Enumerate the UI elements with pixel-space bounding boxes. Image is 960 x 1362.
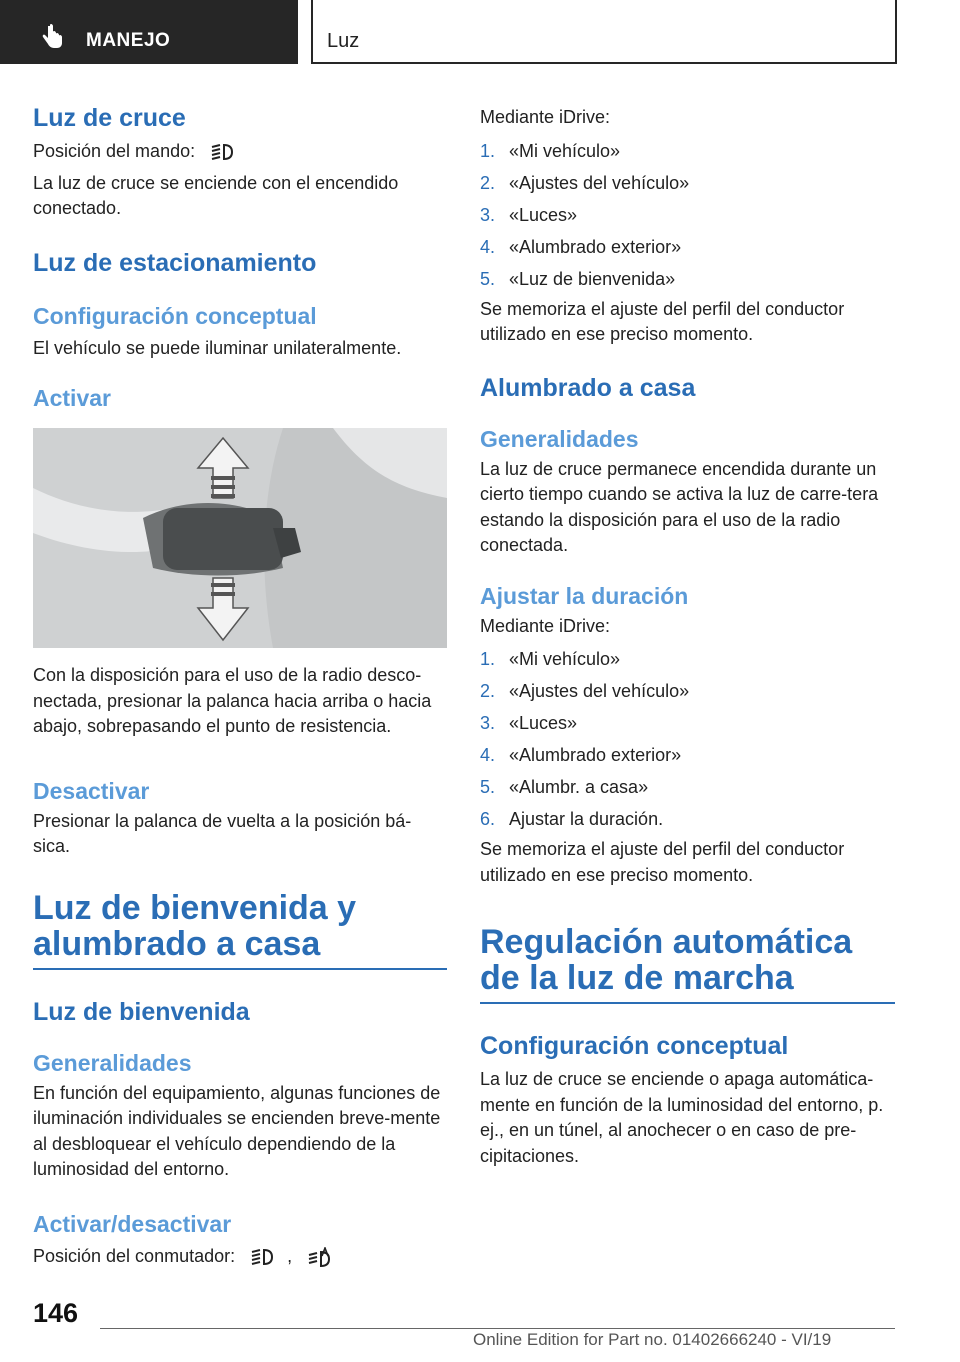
list-item: 4. «Alumbrado exterior» <box>480 236 682 257</box>
desactivar-paragraph: Presionar la palanca de vuelta a la posición bá-sica. <box>33 810 412 856</box>
section-tab <box>0 0 298 64</box>
list-item: 6. Ajustar la duración. <box>480 809 664 829</box>
heading-desactivar: Desactivar <box>33 777 150 804</box>
comma-separator: , <box>287 1245 293 1266</box>
heading-luz-cruce: Luz de cruce <box>33 104 186 132</box>
heading-alumbrado-casa: Alumbrado a casa <box>480 373 696 402</box>
list-item: 4. «Alumbrado exterior» <box>480 745 682 765</box>
cruce-paragraph: La luz de cruce se enciende con el encendido conectado. <box>33 172 399 218</box>
idrive-list-2 <box>480 643 895 835</box>
config-paragraph: El vehículo se puede iluminar unilateralmente. <box>33 337 402 358</box>
low-beam-icon <box>250 1248 274 1266</box>
chapter-header <box>311 0 897 64</box>
list-item: 3. «Luces» <box>480 204 578 225</box>
list-item: 5. «Alumbr. a casa» <box>480 777 649 797</box>
heading-configuracion-right: Configuración conceptual <box>480 1032 789 1060</box>
heading-configuracion: Configuración conceptual <box>33 302 317 329</box>
generalidades-paragraph-right: La luz de cruce permanece encendida durante un cierto tiempo cuando se activa la luz de carre-tera estando la disposición para el uso de la radio conectada. <box>480 458 879 555</box>
page-number: 146 <box>33 1298 79 1328</box>
heading-activar-desactivar: Activar/desactivar <box>33 1210 232 1237</box>
list-item: 3. «Luces» <box>480 713 578 733</box>
right-column <box>480 98 895 1169</box>
idrive-list-1 <box>480 135 895 295</box>
conmutador-label: Posición del conmutador: <box>33 1245 236 1266</box>
chapter-title: Luz <box>327 30 360 52</box>
heading-luz-bienvenida: Luz de bienvenida <box>33 997 250 1026</box>
left-column <box>33 98 447 1269</box>
activar-paragraph: Con la disposición para el uso de la radio desco-nectada, presionar la palanca hacia arriba o hacia abajo, sobrepasando el punto de resistencia. <box>33 665 432 736</box>
memoriza-paragraph-1: Se memoriza el ajuste del perfil del conductor utilizado en ese preciso momento. <box>480 298 845 344</box>
list-item: 1. «Mi vehículo» <box>480 649 621 669</box>
heading-generalidades-left: Generalidades <box>33 1049 192 1076</box>
idrive-label-2: Mediante iDrive: <box>480 615 611 636</box>
conmutador-text <box>33 1244 447 1270</box>
stalk-illustration <box>33 428 447 648</box>
list-item: 5. «Luz de bienvenida» <box>480 268 676 289</box>
heading-activar: Activar <box>33 385 111 411</box>
edition-note: Online Edition for Part no. 01402666240 - VI/19 <box>473 1330 832 1349</box>
hand-pointer-icon <box>40 24 66 50</box>
auto-light-icon <box>307 1247 333 1267</box>
heading-luz-estacionamiento: Luz de estacionamiento <box>33 248 317 277</box>
cruce-position-text <box>33 139 447 165</box>
cruce-position-label: Posición del mando: <box>33 141 196 161</box>
memoriza-paragraph-2: Se memoriza el ajuste del perfil del conductor utilizado en ese preciso momento. <box>480 839 845 885</box>
heading-regulacion: Regulación automática de la luz de marcha <box>480 924 895 1004</box>
heading-ajustar-duracion: Ajustar la duración <box>480 582 689 609</box>
low-beam-icon <box>210 143 234 161</box>
list-item: 2. «Ajustes del vehículo» <box>480 172 690 193</box>
heading-bienvenida-alumbrado: Luz de bienvenida y alumbrado a casa <box>33 890 447 970</box>
generalidades-paragraph-left: En función del equipamiento, algunas funciones de iluminación individuales se encienden breve-mente al desbloquear el vehículo dependiendo de la luminosidad del entorno. <box>33 1082 441 1179</box>
config-paragraph-right: La luz de cruce se enciende o apaga automática-mente en función de la luminosidad del entorno, p. ej., en un túnel, al anochecer o en caso de pre-cipitaciones. <box>480 1069 884 1166</box>
list-item: 2. «Ajustes del vehículo» <box>480 681 690 701</box>
footer-divider <box>100 1328 895 1329</box>
heading-generalidades-right: Generalidades <box>480 425 639 452</box>
idrive-label-1: Mediante iDrive: <box>480 107 611 127</box>
section-label: MANEJO <box>86 30 171 51</box>
list-item: 1. «Mi vehículo» <box>480 140 621 161</box>
